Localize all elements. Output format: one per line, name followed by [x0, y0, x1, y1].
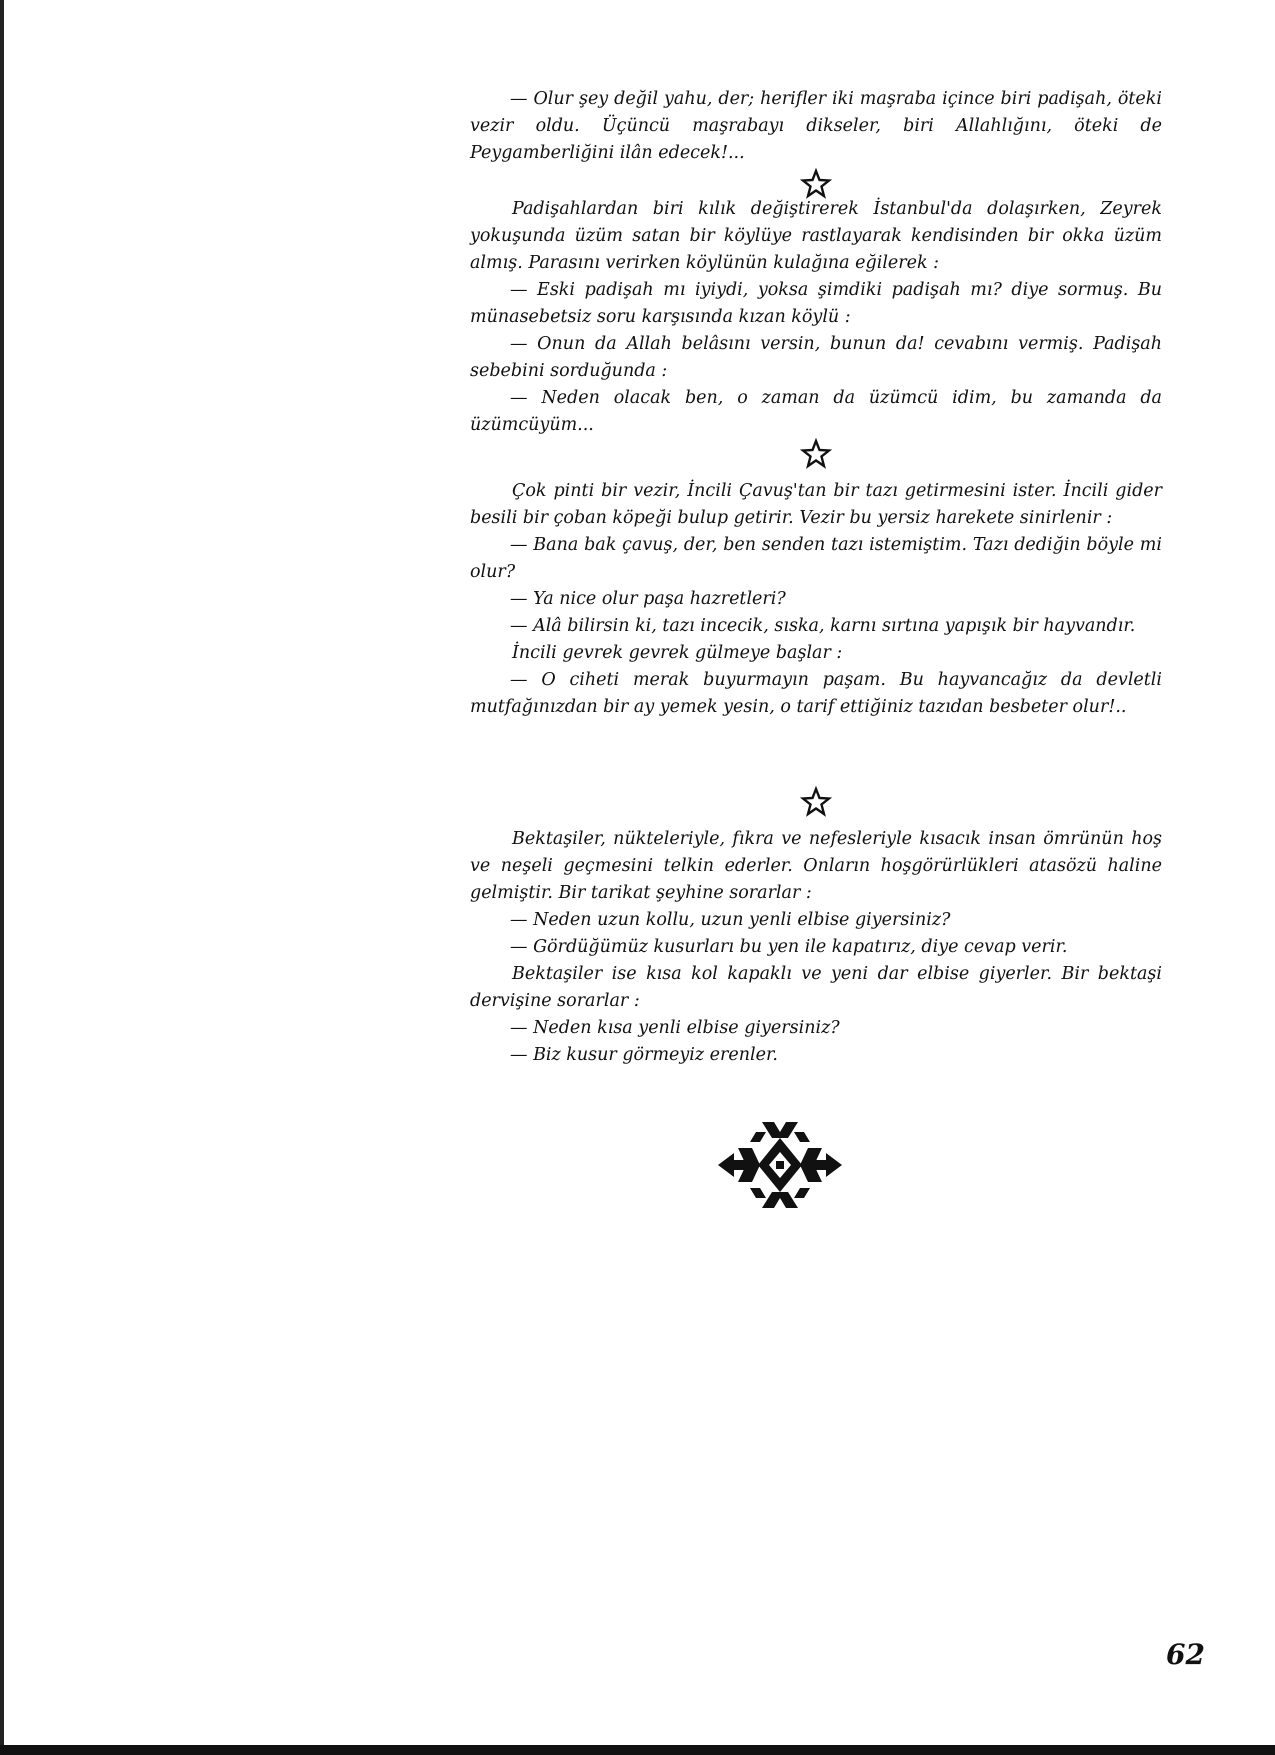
star-outline-icon: [800, 786, 832, 818]
anecdote-3: [470, 478, 1162, 721]
paragraph: — Alâ bilirsin ki, tazı incecik, sıska, karnı sırtına yapışık bir hayvandır.: [510, 616, 1136, 636]
paragraph: — Biz kusur görmeyiz erenler.: [510, 1045, 778, 1065]
paragraph: Çok pinti bir vezir, İncili Çavuş'tan bir tazı getirmesini ister. İncili gider besili bir çoban köpeği bulup getirir. Vezir bu yersiz harekete sinirlenir :: [470, 481, 1162, 528]
anecdote-1: [470, 86, 1162, 167]
paragraph: — Eski padişah mı iyiydi, yoksa şimdiki padişah mı? diye sormuş. Bu münasebetsiz soru karşısında kızan köylü :: [470, 280, 1162, 327]
paragraph: — Ya nice olur paşa hazretleri?: [510, 589, 786, 609]
paragraph: — Onun da Allah belâsını versin, bunun da! cevabını vermiş. Padişah sebebini sorduğunda :: [470, 334, 1162, 381]
star-outline-icon: [800, 438, 832, 470]
paragraph: — Neden kısa yenli elbise giyersiniz?: [510, 1018, 840, 1038]
paragraph: — O ciheti merak buyurmayın paşam. Bu hayvancağız da devletli mutfağınızdan bir ay yemek yesin, o tarif ettiğiniz tazıdan besbeter olur!..: [470, 670, 1162, 717]
paragraph: İncili gevrek gevrek gülmeye başlar :: [512, 643, 843, 663]
paragraph: — Neden olacak ben, o zaman da üzümcü idim, bu zamanda da üzümcüyüm...: [470, 388, 1162, 435]
scan-edge: [0, 0, 4, 1755]
page-number: 62: [1166, 1638, 1205, 1671]
paragraph: — Neden uzun kollu, uzun yenli elbise giyersiniz?: [510, 910, 951, 930]
paragraph: Padişahlardan biri kılık değiştirerek İstanbul'da dolaşırken, Zeyrek yokuşunda üzüm satan bir köylüye rastlayarak kendisinden bir okka üzüm almış. Parasını verirken köylünün kulağına eğilerek :: [470, 199, 1162, 273]
paragraph: Bektaşiler, nükteleriyle, fıkra ve nefesleriyle kısacık insan ömrünün hoş ve neşeli geçmesini telkin ederler. Onların hoşgörürlükleri atasözü haline gelmiştir. Bir tarikat şeyhine sorarlar :: [470, 829, 1162, 903]
paragraph: — Bana bak çavuş, der, ben senden tazı istemiştim. Tazı dediğin böyle mi olur?: [470, 535, 1162, 582]
anecdote-4: [470, 826, 1162, 1069]
kilim-motif-icon: [716, 1118, 844, 1212]
paragraph: — Olur şey değil yahu, der; herifler iki maşraba içince biri padişah, öteki vezir oldu. Üçüncü maşrabayı dikseler, biri Allahlığını, öteki de Peygamberliğini ilân edecek!...: [470, 89, 1162, 163]
anecdote-2: [470, 196, 1162, 439]
paragraph: Bektaşiler ise kısa kol kapaklı ve yeni dar elbise giyerler. Bir bektaşi dervişine sorarlar :: [470, 964, 1162, 1011]
paragraph: — Gördüğümüz kusurları bu yen ile kapatırız, diye cevap verir.: [510, 937, 1068, 957]
bottom-edge: [0, 1745, 1275, 1755]
